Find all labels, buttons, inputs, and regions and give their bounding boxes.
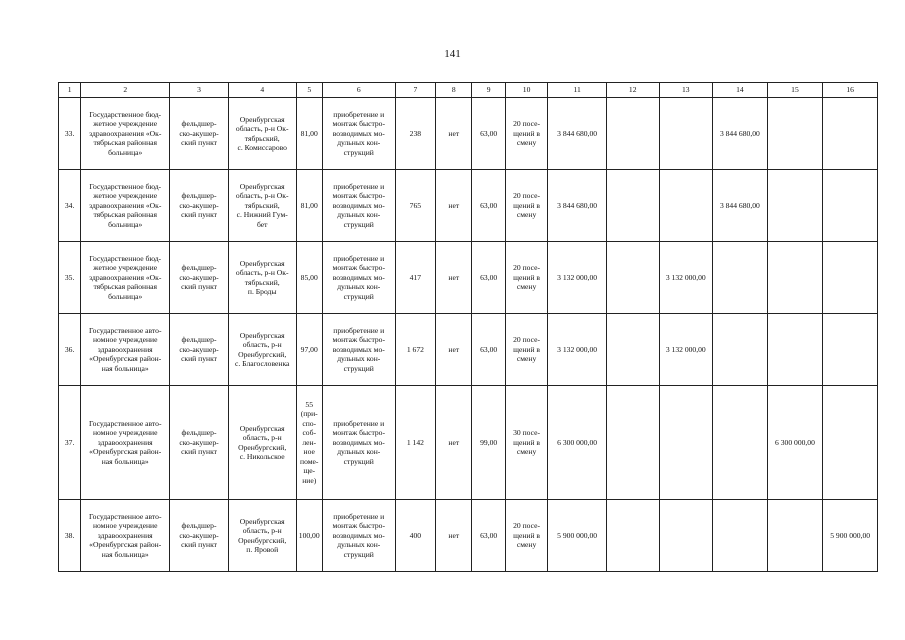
population-cell: 765 — [395, 170, 435, 242]
work-type-cell: приобретение и монтаж быстро- возводимых мо- дульных кон- струкций — [322, 170, 395, 242]
year-amount-cell — [767, 170, 823, 242]
cost-per-unit-cell: 63,00 — [472, 170, 505, 242]
column-header: 4 — [228, 83, 296, 98]
year-amount-cell — [659, 170, 713, 242]
existing-facility-cell: нет — [436, 242, 472, 314]
cost-per-unit-cell: 99,00 — [472, 386, 505, 500]
column-header: 2 — [81, 83, 170, 98]
cost-per-unit-cell: 63,00 — [472, 242, 505, 314]
total-amount-cell: 5 900 000,00 — [548, 500, 607, 572]
year-amount-cell — [767, 314, 823, 386]
existing-facility-cell: нет — [436, 170, 472, 242]
year-amount-cell — [823, 242, 878, 314]
year-amount-cell — [606, 242, 659, 314]
existing-facility-cell: нет — [436, 98, 472, 170]
total-amount-cell: 3 844 680,00 — [548, 98, 607, 170]
year-amount-cell — [823, 314, 878, 386]
population-cell: 417 — [395, 242, 435, 314]
column-header-row — [59, 83, 878, 98]
table-row — [59, 170, 878, 242]
year-amount-cell: 3 844 680,00 — [713, 170, 768, 242]
capacity-cell: 20 посе- щений в смену — [505, 314, 547, 386]
organization-cell: Государственное авто- номное учреждение здравоохранения «Оренбургская район- ная больница» — [81, 386, 170, 500]
year-amount-cell — [659, 500, 713, 572]
year-amount-cell — [823, 170, 878, 242]
work-type-cell: приобретение и монтаж быстро- возводимых мо- дульных кон- струкций — [322, 386, 395, 500]
population-cell: 238 — [395, 98, 435, 170]
population-cell: 400 — [395, 500, 435, 572]
population-cell: 1 142 — [395, 386, 435, 500]
column-header: 9 — [472, 83, 505, 98]
column-header: 14 — [713, 83, 768, 98]
organization-cell: Государственное бюд- жетное учреждение здравоохранения «Ок- тябрьская районная больница» — [81, 242, 170, 314]
year-amount-cell: 6 300 000,00 — [767, 386, 823, 500]
address-cell: Оренбургская область, р-н Ок- тябрьский, п. Броды — [228, 242, 296, 314]
column-header: 1 — [59, 83, 81, 98]
year-amount-cell: 3 844 680,00 — [713, 98, 768, 170]
area-cell: 97,00 — [296, 314, 322, 386]
capacity-cell: 20 посе- щений в смену — [505, 500, 547, 572]
facility-type-cell: фельдшер- ско-акушер- ский пункт — [170, 98, 229, 170]
address-cell: Оренбургская область, р-н Оренбургский, с. Благословенка — [228, 314, 296, 386]
year-amount-cell — [767, 242, 823, 314]
year-amount-cell — [606, 500, 659, 572]
year-amount-cell — [713, 500, 768, 572]
year-amount-cell — [823, 386, 878, 500]
work-type-cell: приобретение и монтаж быстро- возводимых мо- дульных кон- струкций — [322, 500, 395, 572]
year-amount-cell — [713, 386, 768, 500]
year-amount-cell — [606, 98, 659, 170]
work-type-cell: приобретение и монтаж быстро- возводимых мо- дульных кон- струкций — [322, 98, 395, 170]
table-row — [59, 386, 878, 500]
year-amount-cell — [823, 98, 878, 170]
row-number: 38. — [59, 500, 81, 572]
capacity-cell: 30 посе- щений в смену — [505, 386, 547, 500]
year-amount-cell: 5 900 000,00 — [823, 500, 878, 572]
table-row — [59, 500, 878, 572]
table-row — [59, 242, 878, 314]
facility-type-cell: фельдшер- ско-акушер- ский пункт — [170, 500, 229, 572]
year-amount-cell: 3 132 000,00 — [659, 242, 713, 314]
year-amount-cell: 3 132 000,00 — [659, 314, 713, 386]
column-header: 6 — [322, 83, 395, 98]
address-cell: Оренбургская область, р-н Ок- тябрьский, с. Нижний Гум- бет — [228, 170, 296, 242]
year-amount-cell — [767, 500, 823, 572]
cost-per-unit-cell: 63,00 — [472, 500, 505, 572]
cost-per-unit-cell: 63,00 — [472, 98, 505, 170]
area-cell: 100,00 — [296, 500, 322, 572]
column-header: 12 — [606, 83, 659, 98]
column-header: 8 — [436, 83, 472, 98]
column-header: 11 — [548, 83, 607, 98]
address-cell: Оренбургская область, р-н Ок- тябрьский, с. Комиссарово — [228, 98, 296, 170]
organization-cell: Государственное авто- номное учреждение здравоохранения «Оренбургская район- ная больница» — [81, 500, 170, 572]
total-amount-cell: 3 132 000,00 — [548, 242, 607, 314]
year-amount-cell — [659, 386, 713, 500]
organization-cell: Государственное бюд- жетное учреждение здравоохранения «Ок- тябрьская районная больница» — [81, 170, 170, 242]
row-number: 34. — [59, 170, 81, 242]
facility-type-cell: фельдшер- ско-акушер- ский пункт — [170, 386, 229, 500]
work-type-cell: приобретение и монтаж быстро- возводимых мо- дульных кон- струкций — [322, 314, 395, 386]
year-amount-cell — [606, 386, 659, 500]
work-type-cell: приобретение и монтаж быстро- возводимых мо- дульных кон- струкций — [322, 242, 395, 314]
year-amount-cell — [713, 314, 768, 386]
row-number: 33. — [59, 98, 81, 170]
row-number: 35. — [59, 242, 81, 314]
area-cell: 81,00 — [296, 170, 322, 242]
capacity-cell: 20 посе- щений в смену — [505, 98, 547, 170]
data-table — [58, 82, 878, 572]
facility-type-cell: фельдшер- ско-акушер- ский пункт — [170, 170, 229, 242]
year-amount-cell — [606, 314, 659, 386]
capacity-cell: 20 посе- щений в смену — [505, 170, 547, 242]
column-header: 3 — [170, 83, 229, 98]
year-amount-cell — [767, 98, 823, 170]
facility-type-cell: фельдшер- ско-акушер- ский пункт — [170, 314, 229, 386]
column-header: 7 — [395, 83, 435, 98]
existing-facility-cell: нет — [436, 386, 472, 500]
total-amount-cell: 6 300 000,00 — [548, 386, 607, 500]
area-cell: 85,00 — [296, 242, 322, 314]
table-row — [59, 314, 878, 386]
population-cell: 1 672 — [395, 314, 435, 386]
year-amount-cell — [659, 98, 713, 170]
column-header: 5 — [296, 83, 322, 98]
column-header: 10 — [505, 83, 547, 98]
address-cell: Оренбургская область, р-н Оренбургский, с. Никольское — [228, 386, 296, 500]
year-amount-cell — [606, 170, 659, 242]
organization-cell: Государственное бюд- жетное учреждение здравоохранения «Ок- тябрьская районная больница» — [81, 98, 170, 170]
organization-cell: Государственное авто- номное учреждение здравоохранения «Оренбургская район- ная больница» — [81, 314, 170, 386]
facility-type-cell: фельдшер- ско-акушер- ский пункт — [170, 242, 229, 314]
row-number: 36. — [59, 314, 81, 386]
column-header: 15 — [767, 83, 823, 98]
address-cell: Оренбургская область, р-н Оренбургский, п. Яровой — [228, 500, 296, 572]
cost-per-unit-cell: 63,00 — [472, 314, 505, 386]
column-header: 13 — [659, 83, 713, 98]
existing-facility-cell: нет — [436, 500, 472, 572]
table-row — [59, 98, 878, 170]
year-amount-cell — [713, 242, 768, 314]
row-number: 37. — [59, 386, 81, 500]
column-header: 16 — [823, 83, 878, 98]
area-cell: 81,00 — [296, 98, 322, 170]
area-cell: 55 (при- спо- соб- лен- ное поме- ще- ние) — [296, 386, 322, 500]
page-number: 141 — [444, 48, 461, 60]
total-amount-cell: 3 844 680,00 — [548, 170, 607, 242]
existing-facility-cell: нет — [436, 314, 472, 386]
capacity-cell: 20 посе- щений в смену — [505, 242, 547, 314]
total-amount-cell: 3 132 000,00 — [548, 314, 607, 386]
